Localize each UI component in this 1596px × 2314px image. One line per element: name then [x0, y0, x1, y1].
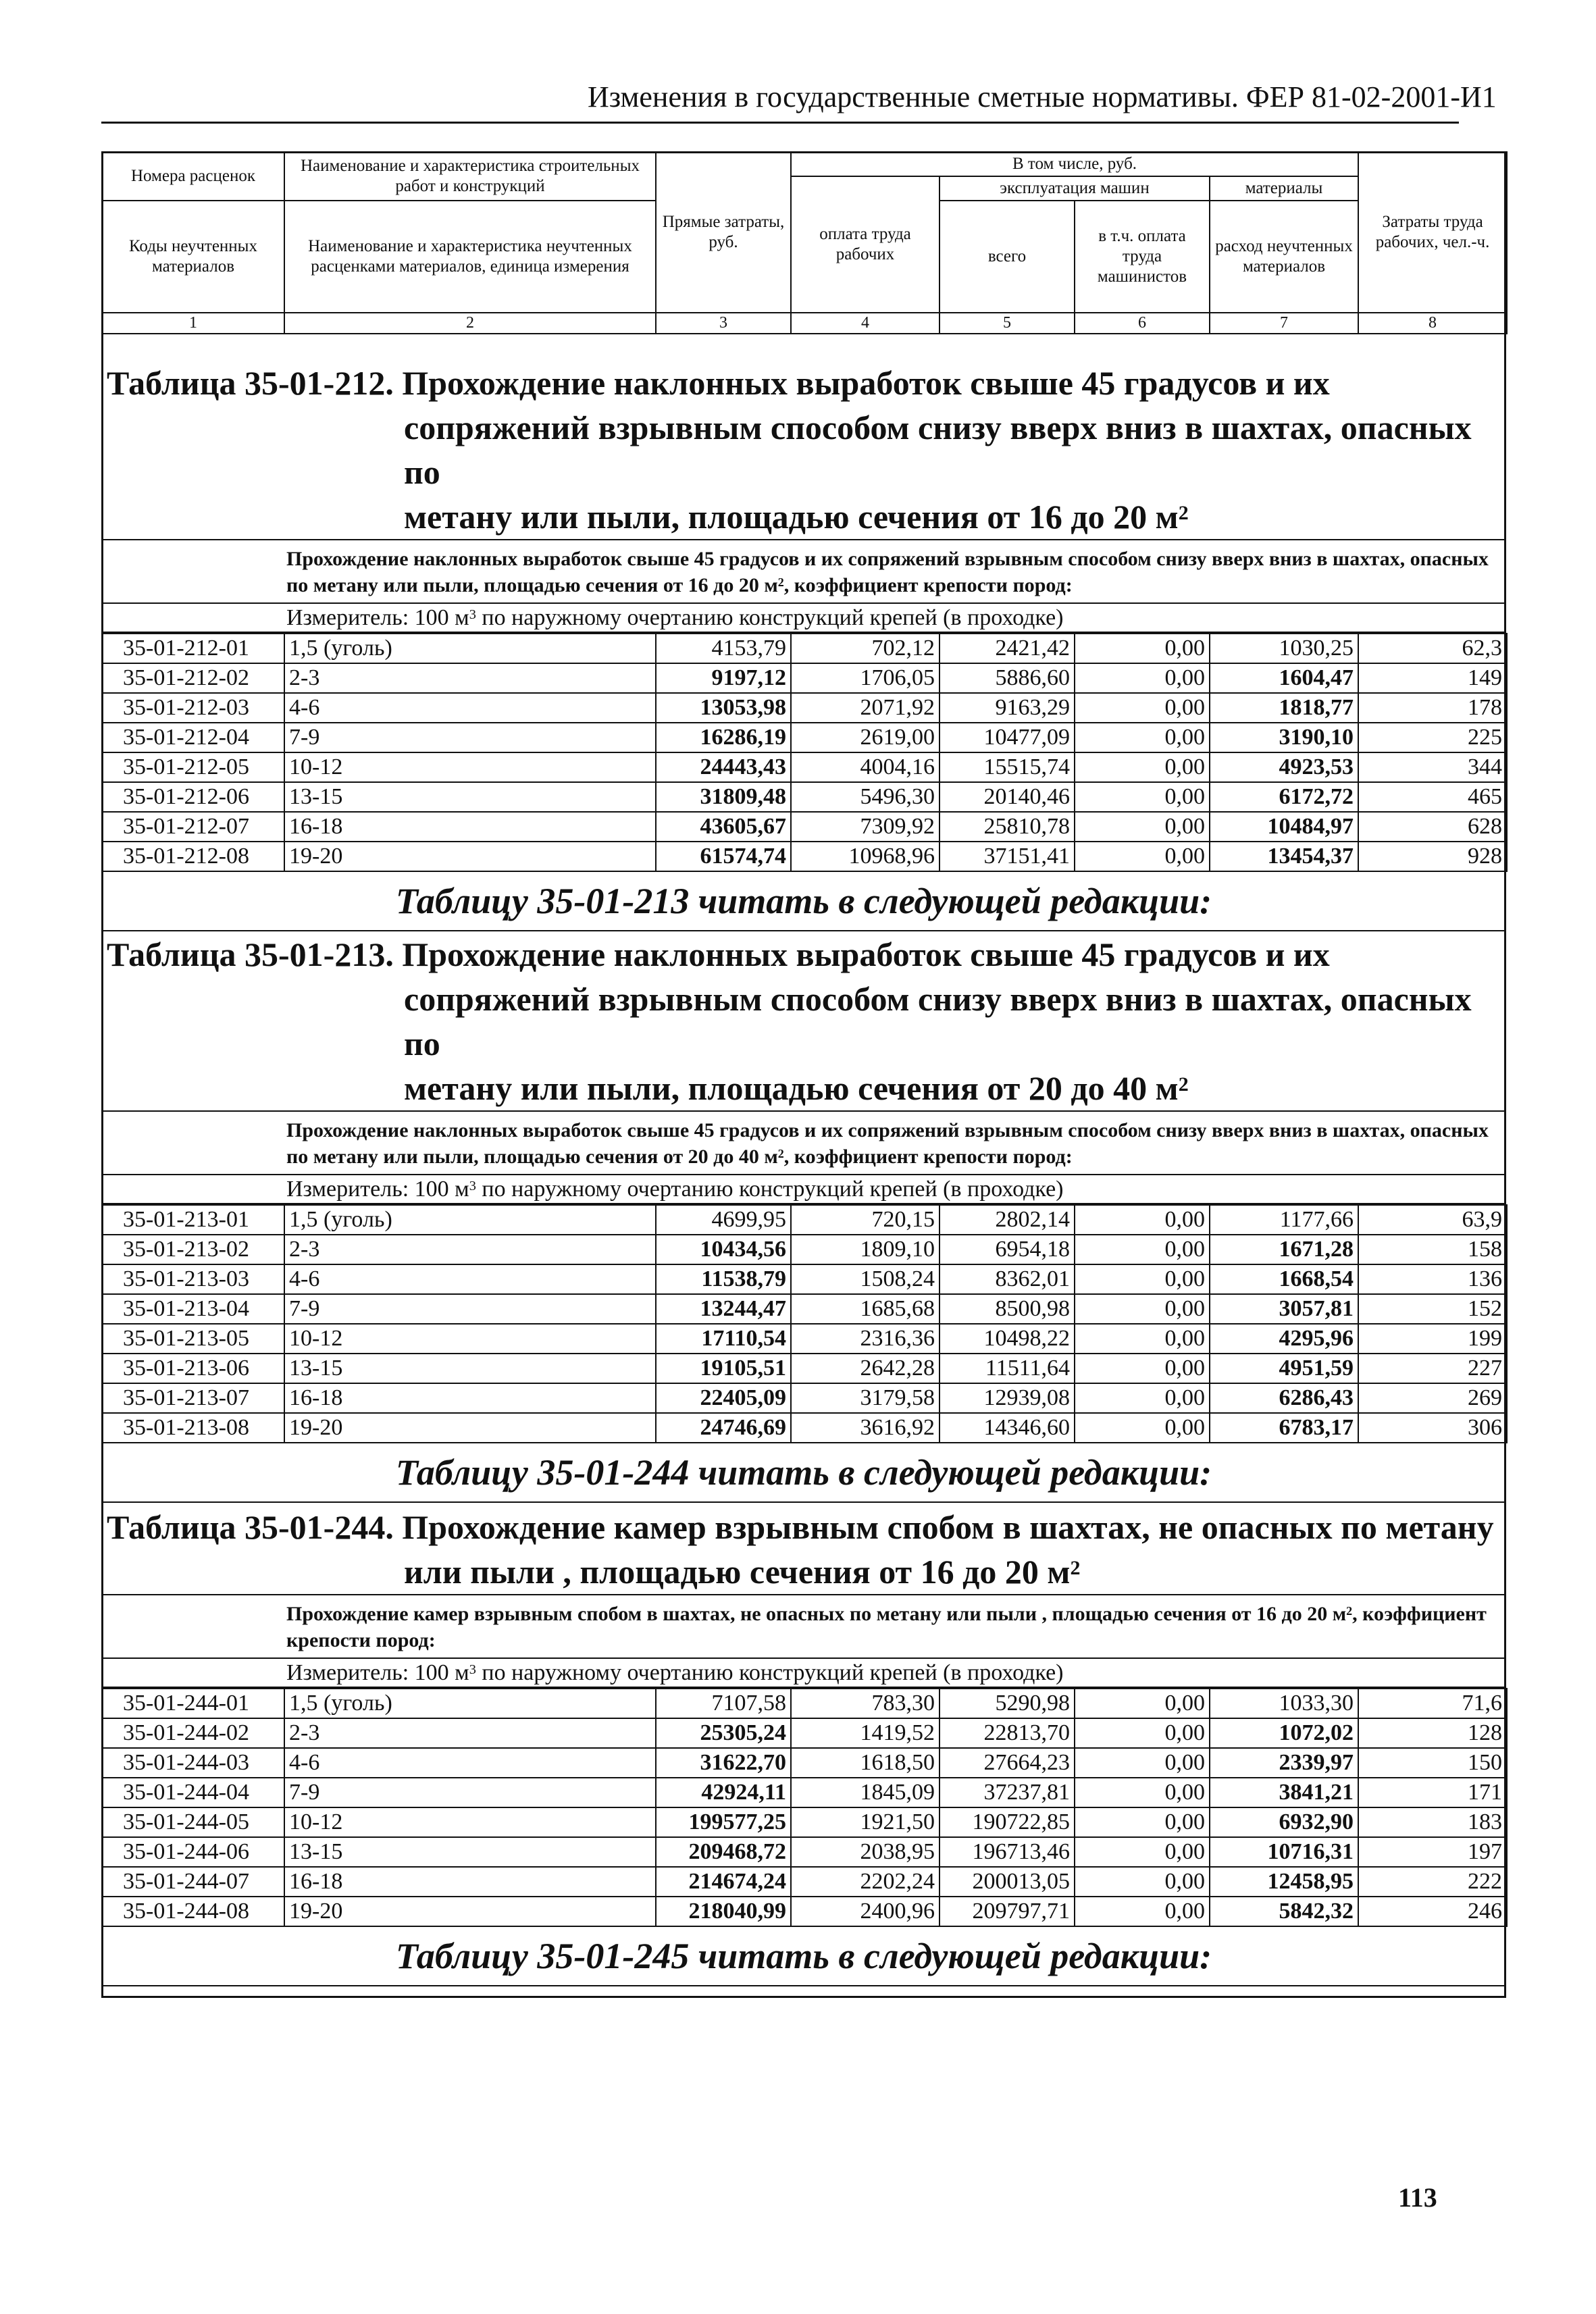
direct-costs: 25305,24 — [656, 1718, 791, 1748]
operator-wages: 0,00 — [1075, 752, 1210, 782]
rate-name: 10-12 — [284, 752, 656, 782]
table-title-line1: Таблица 35-01-213. Прохождение наклонных выработок свыше 45 градусов и их — [107, 935, 1330, 973]
table-row — [102, 693, 1507, 723]
table-description — [101, 539, 1506, 604]
direct-costs: 4699,95 — [656, 1205, 791, 1235]
rate-code: 35-01-212-03 — [102, 693, 284, 723]
direct-costs: 7107,58 — [656, 1689, 791, 1718]
direct-costs: 31809,48 — [656, 782, 791, 812]
col1-header-bottom: Коды неучтенных материалов — [102, 201, 284, 313]
wage-costs: 1706,05 — [791, 663, 939, 693]
measurement-unit-text: Измеритель: 100 м — [286, 1177, 469, 1202]
measurement-unit — [101, 604, 1506, 633]
operator-wages: 0,00 — [1075, 1807, 1210, 1837]
superscript: 2 — [1178, 501, 1189, 524]
machine-costs: 5290,98 — [939, 1689, 1075, 1718]
labor-costs: 128 — [1358, 1718, 1507, 1748]
table-row — [102, 1897, 1507, 1926]
materials-header: материалы — [1210, 176, 1358, 201]
labor-costs: 150 — [1358, 1748, 1507, 1778]
wage-costs: 3616,92 — [791, 1413, 939, 1443]
machine-costs: 22813,70 — [939, 1718, 1075, 1748]
column-header-table — [101, 151, 1508, 334]
operator-wages: 0,00 — [1075, 1897, 1210, 1926]
table-row — [102, 634, 1507, 663]
superscript: 3 — [469, 1662, 476, 1677]
direct-costs: 24746,69 — [656, 1413, 791, 1443]
direct-costs: 199577,25 — [656, 1807, 791, 1837]
machine-costs: 12939,08 — [939, 1383, 1075, 1413]
operator-wages: 0,00 — [1075, 842, 1210, 871]
section-table-213 — [101, 932, 1506, 1503]
wage-costs: 783,30 — [791, 1689, 939, 1718]
col1-header-top: Номера расценок — [102, 152, 284, 201]
material-costs: 1030,25 — [1210, 634, 1358, 663]
rate-code: 35-01-244-04 — [102, 1778, 284, 1807]
rate-code: 35-01-244-01 — [102, 1689, 284, 1718]
header-rule — [101, 122, 1459, 124]
measurement-unit-tail: по наружному очертанию конструкций крепей (в проходке) — [475, 1177, 1064, 1202]
col-number: 6 — [1075, 313, 1210, 334]
table-row — [102, 1837, 1507, 1867]
superscript: 2 — [1178, 1073, 1189, 1096]
rate-name: 2-3 — [284, 1235, 656, 1264]
table-row — [102, 1324, 1507, 1354]
direct-costs: 61574,74 — [656, 842, 791, 871]
machine-costs: 5886,60 — [939, 663, 1075, 693]
measurement-unit — [101, 1659, 1506, 1688]
table-row — [102, 1689, 1507, 1718]
col-number: 7 — [1210, 313, 1358, 334]
table-title-line1: Таблица 35-01-244. Прохождение камер взрывным спобом в шахтах, не опасных по метану — [107, 1508, 1494, 1546]
section-table-244 — [101, 1505, 1506, 1986]
page-number: 113 — [1398, 2182, 1437, 2213]
rate-code: 35-01-212-07 — [102, 812, 284, 842]
description-text: Прохождение наклонных выработок свыше 45 градусов и их сопряжений взрывным способом снизу вверх вниз в шахтах, опасных по метану или пыли, площадью сечения от 20 до 40 м — [286, 1119, 1489, 1168]
table-title-text: или пыли , площадью сечения от 16 до 20 м — [404, 1553, 1071, 1591]
description-text: Прохождение камер взрывным спобом в шахтах, не опасных по метану или пыли , площадью сечения от 16 до 20 м — [286, 1603, 1347, 1625]
measurement-unit-tail: по наружному очертанию конструкций крепей (в проходке) — [475, 605, 1064, 630]
rate-name: 1,5 (уголь) — [284, 1205, 656, 1235]
labor-costs: 222 — [1358, 1867, 1507, 1897]
wage-costs: 1921,50 — [791, 1807, 939, 1837]
machine-costs: 8362,01 — [939, 1264, 1075, 1294]
labor-costs: 628 — [1358, 812, 1507, 842]
machine-costs: 190722,85 — [939, 1807, 1075, 1837]
direct-costs: 4153,79 — [656, 634, 791, 663]
material-costs: 4951,59 — [1210, 1354, 1358, 1383]
operator-wages: 0,00 — [1075, 693, 1210, 723]
direct-costs: 22405,09 — [656, 1383, 791, 1413]
operator-wages: 0,00 — [1075, 1689, 1210, 1718]
wage-costs: 2202,24 — [791, 1867, 939, 1897]
wage-costs: 720,15 — [791, 1205, 939, 1235]
table-row — [102, 1807, 1507, 1837]
material-costs: 3841,21 — [1210, 1778, 1358, 1807]
col2-header-bottom: Наименование и характеристика неучтенных расценками материалов, единица измерения — [284, 201, 656, 313]
table-row — [102, 812, 1507, 842]
machine-costs: 11511,64 — [939, 1354, 1075, 1383]
material-costs: 4923,53 — [1210, 752, 1358, 782]
operator-wages: 0,00 — [1075, 1748, 1210, 1778]
col5-header: всего — [939, 201, 1075, 313]
labor-costs: 225 — [1358, 723, 1507, 752]
wage-costs: 1419,52 — [791, 1718, 939, 1748]
rate-name: 13-15 — [284, 782, 656, 812]
rate-code: 35-01-212-01 — [102, 634, 284, 663]
direct-costs: 214674,24 — [656, 1867, 791, 1897]
table-row — [102, 663, 1507, 693]
table-row — [102, 1205, 1507, 1235]
rate-code: 35-01-244-05 — [102, 1807, 284, 1837]
direct-costs: 218040,99 — [656, 1897, 791, 1926]
rate-name: 19-20 — [284, 842, 656, 871]
machine-costs: 10498,22 — [939, 1324, 1075, 1354]
rate-name: 13-15 — [284, 1837, 656, 1867]
table-row — [102, 782, 1507, 812]
rates-table — [101, 1688, 1508, 1927]
measurement-unit-tail: по наружному очертанию конструкций крепей (в проходке) — [475, 1660, 1064, 1685]
table-row — [102, 1294, 1507, 1324]
table-row — [102, 1867, 1507, 1897]
superscript: 2 — [777, 1146, 784, 1160]
table-row — [102, 723, 1507, 752]
rate-name: 2-3 — [284, 1718, 656, 1748]
labor-costs: 152 — [1358, 1294, 1507, 1324]
direct-costs: 13053,98 — [656, 693, 791, 723]
rate-name: 19-20 — [284, 1897, 656, 1926]
table-description — [101, 1110, 1506, 1175]
operator-wages: 0,00 — [1075, 663, 1210, 693]
rate-code: 35-01-212-06 — [102, 782, 284, 812]
direct-costs: 43605,67 — [656, 812, 791, 842]
operator-wages: 0,00 — [1075, 723, 1210, 752]
rate-code: 35-01-212-05 — [102, 752, 284, 782]
material-costs: 5842,32 — [1210, 1897, 1358, 1926]
labor-costs: 227 — [1358, 1354, 1507, 1383]
rate-name: 2-3 — [284, 663, 656, 693]
rates-table — [101, 633, 1508, 872]
running-header: Изменения в государственные сметные нормативы. ФЕР 81-02-2001-И1 — [588, 80, 1497, 113]
labor-costs: 344 — [1358, 752, 1507, 782]
direct-costs: 13244,47 — [656, 1294, 791, 1324]
material-costs: 6783,17 — [1210, 1413, 1358, 1443]
table-title-line3 — [107, 1549, 1506, 1594]
material-costs: 2339,97 — [1210, 1748, 1358, 1778]
labor-costs: 269 — [1358, 1383, 1507, 1413]
labor-costs: 149 — [1358, 663, 1507, 693]
machine-costs: 196713,46 — [939, 1837, 1075, 1867]
rate-name: 16-18 — [284, 1867, 656, 1897]
col6-header: в т.ч. оплата труда машинистов — [1075, 201, 1210, 313]
rate-name: 19-20 — [284, 1413, 656, 1443]
rates-table — [101, 1204, 1508, 1443]
col8-header: Затраты труда рабочих, чел.-ч. — [1358, 152, 1507, 313]
operator-wages: 0,00 — [1075, 1383, 1210, 1413]
labor-costs: 199 — [1358, 1324, 1507, 1354]
machines-header: эксплуатация машин — [939, 176, 1210, 201]
material-costs: 12458,95 — [1210, 1867, 1358, 1897]
rate-name: 1,5 (уголь) — [284, 1689, 656, 1718]
superscript: 2 — [777, 575, 784, 589]
labor-costs: 178 — [1358, 693, 1507, 723]
table-title-text: метану или пыли, площадью сечения от 20 до 40 м — [404, 1069, 1179, 1107]
table-row — [102, 1354, 1507, 1383]
wage-costs: 3179,58 — [791, 1383, 939, 1413]
labor-costs: 71,6 — [1358, 1689, 1507, 1718]
rate-code: 35-01-213-05 — [102, 1324, 284, 1354]
labor-costs: 183 — [1358, 1807, 1507, 1837]
col4-header: оплата труда рабочих — [791, 176, 939, 313]
read-next-note: Таблицу 35-01-244 читать в следующей редакции: — [101, 1443, 1506, 1503]
labor-costs: 63,9 — [1358, 1205, 1507, 1235]
rate-code: 35-01-212-04 — [102, 723, 284, 752]
table-title-line2: сопряжений взрывным способом снизу вверх вниз в шахтах, опасных по — [404, 980, 1472, 1062]
material-costs: 1604,47 — [1210, 663, 1358, 693]
table-title — [101, 361, 1506, 539]
table-title-line1: Таблица 35-01-212. Прохождение наклонных выработок свыше 45 градусов и их — [107, 364, 1330, 402]
direct-costs: 19105,51 — [656, 1354, 791, 1383]
operator-wages: 0,00 — [1075, 1778, 1210, 1807]
table-row — [102, 1383, 1507, 1413]
wage-costs: 5496,30 — [791, 782, 939, 812]
rate-code: 35-01-244-03 — [102, 1748, 284, 1778]
operator-wages: 0,00 — [1075, 1718, 1210, 1748]
measurement-unit — [101, 1175, 1506, 1204]
operator-wages: 0,00 — [1075, 1837, 1210, 1867]
measurement-unit-text: Измеритель: 100 м — [286, 605, 469, 630]
labor-costs: 171 — [1358, 1778, 1507, 1807]
direct-costs: 17110,54 — [656, 1324, 791, 1354]
rate-name: 7-9 — [284, 1778, 656, 1807]
rate-code: 35-01-212-02 — [102, 663, 284, 693]
material-costs: 6932,90 — [1210, 1807, 1358, 1837]
operator-wages: 0,00 — [1075, 1294, 1210, 1324]
material-costs: 10484,97 — [1210, 812, 1358, 842]
rate-code: 35-01-213-04 — [102, 1294, 284, 1324]
material-costs: 6286,43 — [1210, 1383, 1358, 1413]
labor-costs: 62,3 — [1358, 634, 1507, 663]
table-description — [101, 1594, 1506, 1659]
wage-costs: 2400,96 — [791, 1897, 939, 1926]
read-next-note: Таблицу 35-01-213 читать в следующей редакции: — [101, 872, 1506, 931]
table-title-text: метану или пыли, площадью сечения от 16 до 20 м — [404, 498, 1179, 536]
machine-costs: 8500,98 — [939, 1294, 1075, 1324]
operator-wages: 0,00 — [1075, 1324, 1210, 1354]
labor-costs: 158 — [1358, 1235, 1507, 1264]
rate-code: 35-01-213-03 — [102, 1264, 284, 1294]
rate-code: 35-01-212-08 — [102, 842, 284, 871]
col-number: 5 — [939, 313, 1075, 334]
machine-costs: 25810,78 — [939, 812, 1075, 842]
machine-costs: 10477,09 — [939, 723, 1075, 752]
col-number: 4 — [791, 313, 939, 334]
rate-code: 35-01-213-02 — [102, 1235, 284, 1264]
table-title — [101, 1505, 1506, 1594]
rate-name: 16-18 — [284, 812, 656, 842]
machine-costs: 209797,71 — [939, 1897, 1075, 1926]
col-number: 3 — [656, 313, 791, 334]
operator-wages: 0,00 — [1075, 1867, 1210, 1897]
operator-wages: 0,00 — [1075, 812, 1210, 842]
operator-wages: 0,00 — [1075, 1413, 1210, 1443]
rate-name: 1,5 (уголь) — [284, 634, 656, 663]
machine-costs: 2421,42 — [939, 634, 1075, 663]
wage-costs: 7309,92 — [791, 812, 939, 842]
table-row — [102, 752, 1507, 782]
material-costs: 6172,72 — [1210, 782, 1358, 812]
material-costs: 3057,81 — [1210, 1294, 1358, 1324]
machine-costs: 15515,74 — [939, 752, 1075, 782]
table-title — [101, 932, 1506, 1110]
wage-costs: 2316,36 — [791, 1324, 939, 1354]
rate-name: 16-18 — [284, 1383, 656, 1413]
table-row — [102, 1748, 1507, 1778]
wage-costs: 1809,10 — [791, 1235, 939, 1264]
labor-costs: 197 — [1358, 1837, 1507, 1867]
direct-costs: 16286,19 — [656, 723, 791, 752]
machine-costs: 200013,05 — [939, 1867, 1075, 1897]
labor-costs: 246 — [1358, 1897, 1507, 1926]
description-text: Прохождение наклонных выработок свыше 45 градусов и их сопряжений взрывным способом снизу вверх вниз в шахтах, опасных по метану или пыли, площадью сечения от 16 до 20 м — [286, 548, 1489, 596]
wage-costs: 1508,24 — [791, 1264, 939, 1294]
material-costs: 4295,96 — [1210, 1324, 1358, 1354]
rate-code: 35-01-244-08 — [102, 1897, 284, 1926]
material-costs: 13454,37 — [1210, 842, 1358, 871]
section-table-212 — [101, 361, 1506, 931]
wage-costs: 2071,92 — [791, 693, 939, 723]
operator-wages: 0,00 — [1075, 1235, 1210, 1264]
material-costs: 1668,54 — [1210, 1264, 1358, 1294]
superscript: 2 — [1346, 1603, 1353, 1618]
direct-costs: 42924,11 — [656, 1778, 791, 1807]
group-header: В том числе, руб. — [791, 152, 1358, 176]
rate-code: 35-01-244-06 — [102, 1837, 284, 1867]
table-row — [102, 1264, 1507, 1294]
table-title-line3 — [107, 494, 1506, 539]
col-number: 1 — [102, 313, 284, 334]
table-row — [102, 1235, 1507, 1264]
machine-costs: 20140,46 — [939, 782, 1075, 812]
table-title-line2: сопряжений взрывным способом снизу вверх вниз в шахтах, опасных по — [404, 409, 1472, 491]
direct-costs: 11538,79 — [656, 1264, 791, 1294]
rate-code: 35-01-213-08 — [102, 1413, 284, 1443]
material-costs: 1818,77 — [1210, 693, 1358, 723]
superscript: 3 — [469, 607, 476, 622]
direct-costs: 10434,56 — [656, 1235, 791, 1264]
operator-wages: 0,00 — [1075, 1354, 1210, 1383]
direct-costs: 209468,72 — [656, 1837, 791, 1867]
labor-costs: 465 — [1358, 782, 1507, 812]
table-row — [102, 842, 1507, 871]
rate-code: 35-01-244-02 — [102, 1718, 284, 1748]
table-row — [102, 1778, 1507, 1807]
material-costs: 1671,28 — [1210, 1235, 1358, 1264]
labor-costs: 136 — [1358, 1264, 1507, 1294]
col2-header-top: Наименование и характеристика строительных работ и конструкций — [284, 152, 656, 201]
rate-code: 35-01-244-07 — [102, 1867, 284, 1897]
description-tail: , коэффициент крепости пород: — [286, 1603, 1487, 1651]
material-costs: 1072,02 — [1210, 1718, 1358, 1748]
wage-costs: 1845,09 — [791, 1778, 939, 1807]
wage-costs: 702,12 — [791, 634, 939, 663]
labor-costs: 928 — [1358, 842, 1507, 871]
measurement-unit-text: Измеритель: 100 м — [286, 1660, 469, 1685]
col-number: 2 — [284, 313, 656, 334]
rate-code: 35-01-213-01 — [102, 1205, 284, 1235]
machine-costs: 14346,60 — [939, 1413, 1075, 1443]
rate-name: 4-6 — [284, 1264, 656, 1294]
material-costs: 1033,30 — [1210, 1689, 1358, 1718]
superscript: 2 — [1070, 1556, 1081, 1579]
rate-name: 10-12 — [284, 1324, 656, 1354]
operator-wages: 0,00 — [1075, 1205, 1210, 1235]
machine-costs: 37151,41 — [939, 842, 1075, 871]
rate-name: 13-15 — [284, 1354, 656, 1383]
direct-costs: 31622,70 — [656, 1748, 791, 1778]
direct-costs: 24443,43 — [656, 752, 791, 782]
wage-costs: 1618,50 — [791, 1748, 939, 1778]
col7-header: расход неучтенных материалов — [1210, 201, 1358, 313]
rate-code: 35-01-213-06 — [102, 1354, 284, 1383]
col-number: 8 — [1358, 313, 1507, 334]
direct-costs: 9197,12 — [656, 663, 791, 693]
table-row — [102, 1718, 1507, 1748]
wage-costs: 2038,95 — [791, 1837, 939, 1867]
rate-name: 4-6 — [284, 693, 656, 723]
machine-costs: 9163,29 — [939, 693, 1075, 723]
operator-wages: 0,00 — [1075, 1264, 1210, 1294]
rate-name: 4-6 — [284, 1748, 656, 1778]
table-title-line3 — [107, 1066, 1506, 1110]
machine-costs: 6954,18 — [939, 1235, 1075, 1264]
description-tail: , коэффициент крепости пород: — [783, 574, 1073, 596]
table-row — [102, 1413, 1507, 1443]
read-next-note: Таблицу 35-01-245 читать в следующей редакции: — [101, 1927, 1506, 1986]
rate-name: 10-12 — [284, 1807, 656, 1837]
material-costs: 3190,10 — [1210, 723, 1358, 752]
wage-costs: 10968,96 — [791, 842, 939, 871]
rate-name: 7-9 — [284, 1294, 656, 1324]
description-tail: , коэффициент крепости пород: — [783, 1146, 1073, 1168]
machine-costs: 37237,81 — [939, 1778, 1075, 1807]
material-costs: 1177,66 — [1210, 1205, 1358, 1235]
operator-wages: 0,00 — [1075, 782, 1210, 812]
rate-name: 7-9 — [284, 723, 656, 752]
wage-costs: 2619,00 — [791, 723, 939, 752]
machine-costs: 2802,14 — [939, 1205, 1075, 1235]
col3-header: Прямые затраты, руб. — [656, 152, 791, 313]
operator-wages: 0,00 — [1075, 634, 1210, 663]
wage-costs: 4004,16 — [791, 752, 939, 782]
labor-costs: 306 — [1358, 1413, 1507, 1443]
material-costs: 10716,31 — [1210, 1837, 1358, 1867]
machine-costs: 27664,23 — [939, 1748, 1075, 1778]
wage-costs: 2642,28 — [791, 1354, 939, 1383]
wage-costs: 1685,68 — [791, 1294, 939, 1324]
superscript: 3 — [469, 1178, 476, 1193]
rate-code: 35-01-213-07 — [102, 1383, 284, 1413]
